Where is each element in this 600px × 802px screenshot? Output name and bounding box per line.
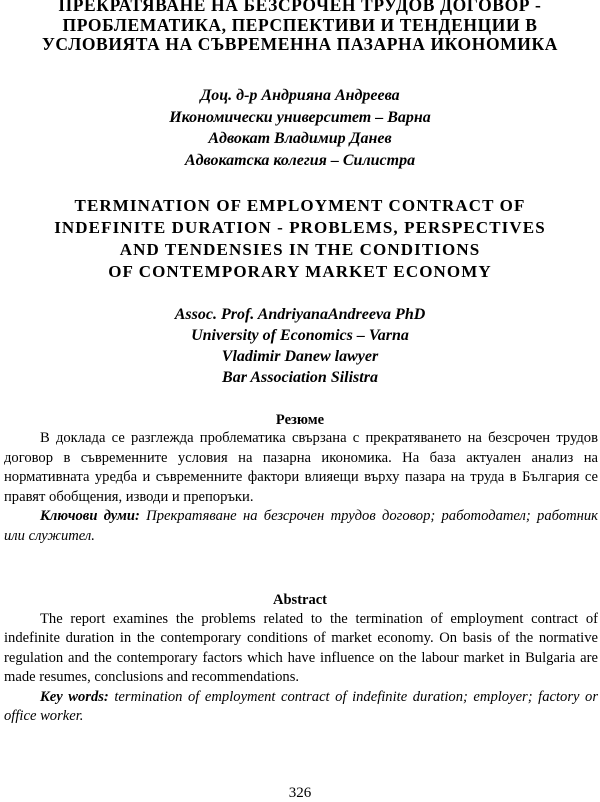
- keywords-english: [4, 688, 598, 727]
- keywords-bulgarian: [4, 507, 598, 546]
- abstract-text: В доклада се разглежда проблематика свързана с прекратяването на безсрочен трудов договор в съвременните условия на пазарна икономика. На база актуален анализ на нормативната уредба и съвременните фактори влияещи върху пазара на труда в България се правят обобщения, изводи и препоръки.: [4, 430, 598, 505]
- keywords-text: Прекратяване на безсрочен трудов договор; работодател; работник или служител.: [4, 508, 598, 544]
- authors-bulgarian: [40, 85, 560, 171]
- keywords-label: Ключови думи:: [40, 508, 140, 525]
- title-line: УСЛОВИЯТА НА СЪВРЕМЕННА ПАЗАРНА ИКОНОМИКА: [41, 34, 559, 54]
- abstract-heading-bulgarian: Резюме: [275, 412, 325, 428]
- abstract-english: [4, 610, 598, 726]
- page-number: 326: [288, 785, 312, 801]
- keywords-label: Key words:: [40, 688, 109, 705]
- author-line: Адвокат Владимир Данев: [208, 130, 392, 147]
- abstract-bulgarian: [4, 429, 598, 547]
- author-line: Икономически университет – Варна: [169, 108, 431, 126]
- author-line: University of Economics – Varna: [191, 327, 409, 344]
- title-line: TERMINATION OF EMPLOYMENT CONTRACT OF: [74, 196, 526, 215]
- author-line: Vladimir Danew lawyer: [221, 348, 379, 365]
- title-line: OF CONTEMPORARY MARKET ECONOMY: [108, 262, 492, 281]
- author-line: Адвокатска колегия – Силистра: [184, 151, 416, 169]
- title-line: AND TENDENSIES IN THE CONDITIONS: [119, 240, 481, 259]
- title-line: INDEFINITE DURATION - PROBLEMS, PERSPECTIVES: [54, 218, 546, 237]
- author-line: Доц. д-р Андрияна Андреева: [200, 87, 400, 104]
- author-line: Bar Association Silistra: [222, 369, 378, 386]
- authors-english: [40, 304, 560, 388]
- abstract-text: The report examines the problems related to the termination of employment contract of indefinite duration in the contemporary conditions of market economy. On basis of the normative regulation and the contemporary factors which have influence on the labour market in Bulgaria are made resumes, conclusions and recommendations.: [4, 611, 598, 686]
- keywords-text: termination of employment contract of indefinite duration; employer; factory or office worker.: [4, 688, 598, 725]
- title-bulgarian: [8, 0, 592, 55]
- abstract-heading-english: Abstract: [273, 592, 327, 608]
- title-line: ПРЕКРАТЯВАНЕ НА БЕЗСРОЧЕН ТРУДОВ ДОГОВОР -: [58, 0, 542, 15]
- title-line: ПРОБЛЕМАТИКА, ПЕРСПЕКТИВИ И ТЕНДЕНЦИИ В: [62, 14, 538, 35]
- author-line: Assoc. Prof. AndriyanaAndreeva PhD: [174, 306, 426, 323]
- title-english: [8, 195, 592, 283]
